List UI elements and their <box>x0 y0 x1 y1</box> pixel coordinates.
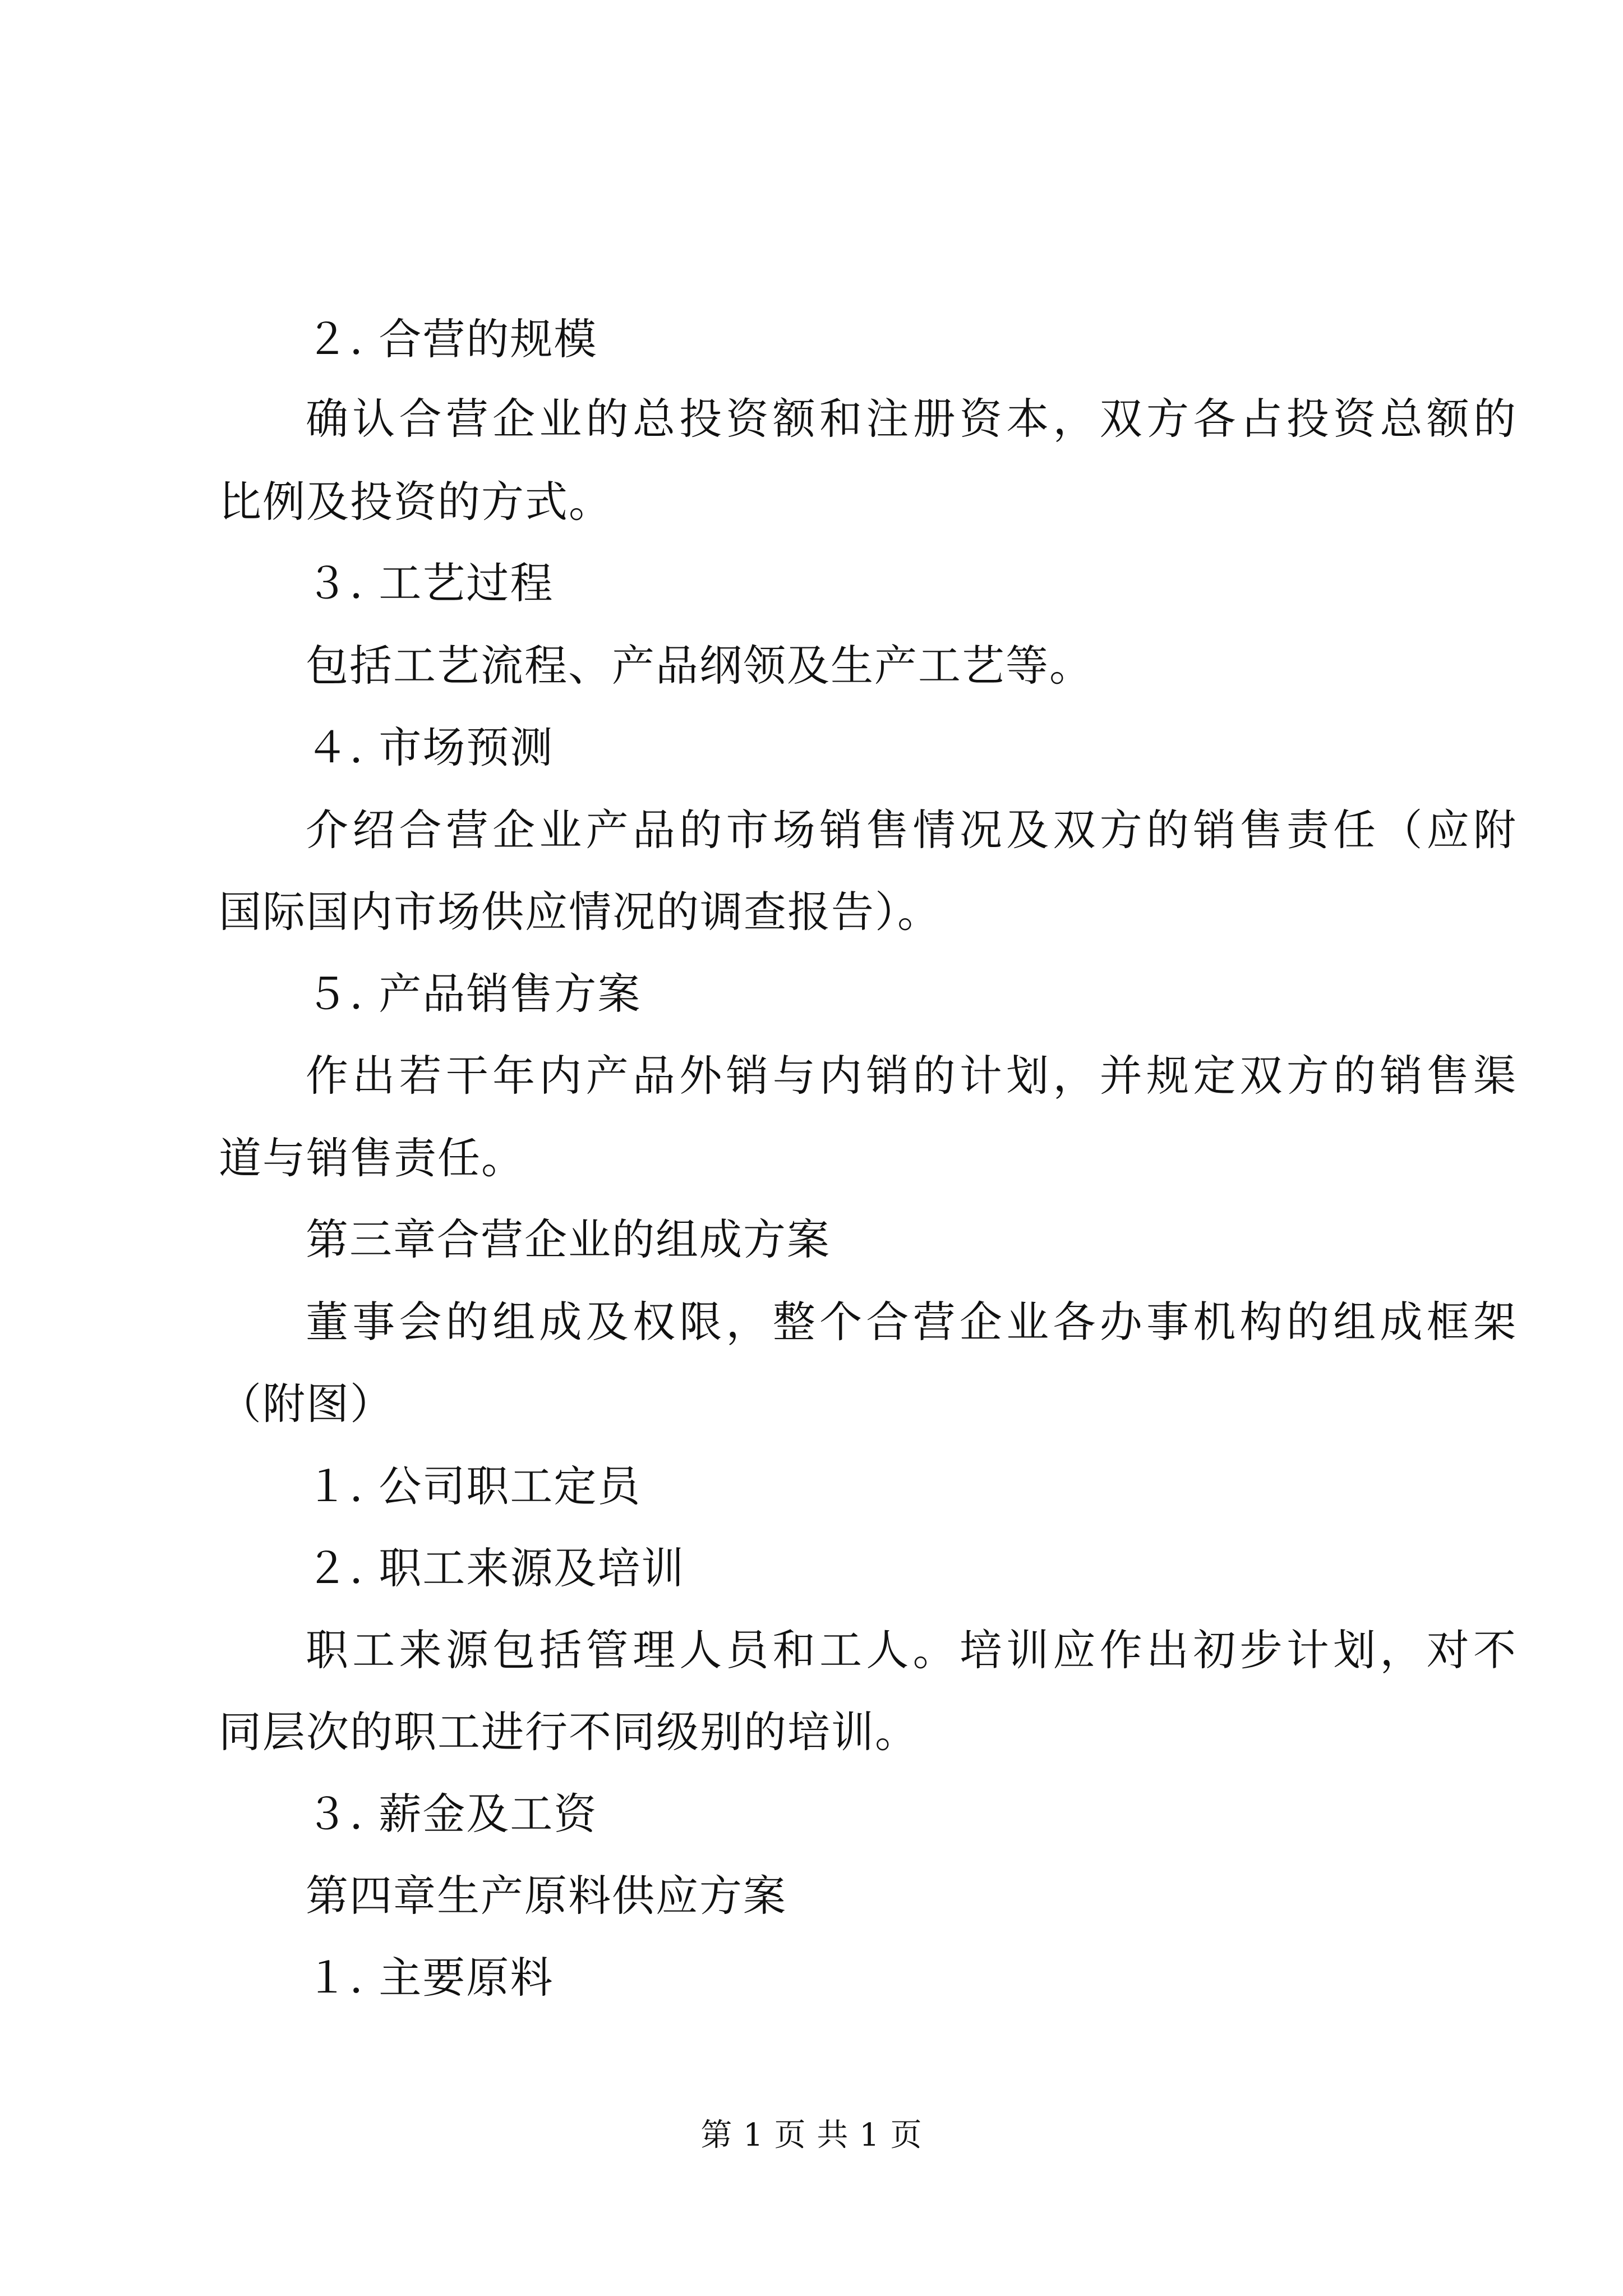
paragraph-line: 同层次的职工进行不同级别的培训。 <box>219 1707 919 1757</box>
paragraph-line: 介绍合营企业产品的市场销售情况及双方的销售责任（应附 <box>306 805 1517 855</box>
chapter-heading-3: 第三章合营企业的组成方案 <box>306 1214 831 1264</box>
section-heading-salary: ３. 薪金及工资 <box>306 1789 598 1839</box>
section-heading-staffing: １. 公司职工定员 <box>306 1461 642 1511</box>
paragraph-line: 包括工艺流程、产品纲领及生产工艺等。 <box>306 641 1093 691</box>
paragraph-line: 比例及投资的方式。 <box>219 477 612 527</box>
section-heading-process: ３. 工艺过程 <box>306 558 554 608</box>
paragraph-line: 职工来源包括管理人员和工人。培训应作出初步计划，对不 <box>306 1625 1517 1675</box>
paragraph-line: （附图） <box>219 1379 394 1429</box>
section-heading-main-materials: １. 主要原料 <box>306 1953 554 2003</box>
section-heading-sales-plan: ５. 产品销售方案 <box>306 969 642 1019</box>
paragraph-line: 国际国内市场供应情况的调查报告）。 <box>219 887 941 937</box>
paragraph-line: 董事会的组成及权限，整个合营企业各办事机构的组成框架 <box>306 1297 1517 1347</box>
chapter-heading-4: 第四章生产原料供应方案 <box>306 1871 787 1921</box>
paragraph-line: 确认合营企业的总投资额和注册资本，双方各占投资总额的 <box>306 394 1517 444</box>
section-heading-market-forecast: ４. 市场预测 <box>306 723 554 772</box>
paragraph-line: 道与销售责任。 <box>219 1133 525 1183</box>
section-heading-scale: ２. 合营的规模 <box>306 314 598 364</box>
section-heading-staff-source: ２. 职工来源及培训 <box>306 1543 685 1593</box>
paragraph-line: 作出若干年内产品外销与内销的计划，并规定双方的销售渠 <box>306 1051 1517 1101</box>
page-footer: 第 1 页 共 1 页 <box>700 2117 923 2154</box>
